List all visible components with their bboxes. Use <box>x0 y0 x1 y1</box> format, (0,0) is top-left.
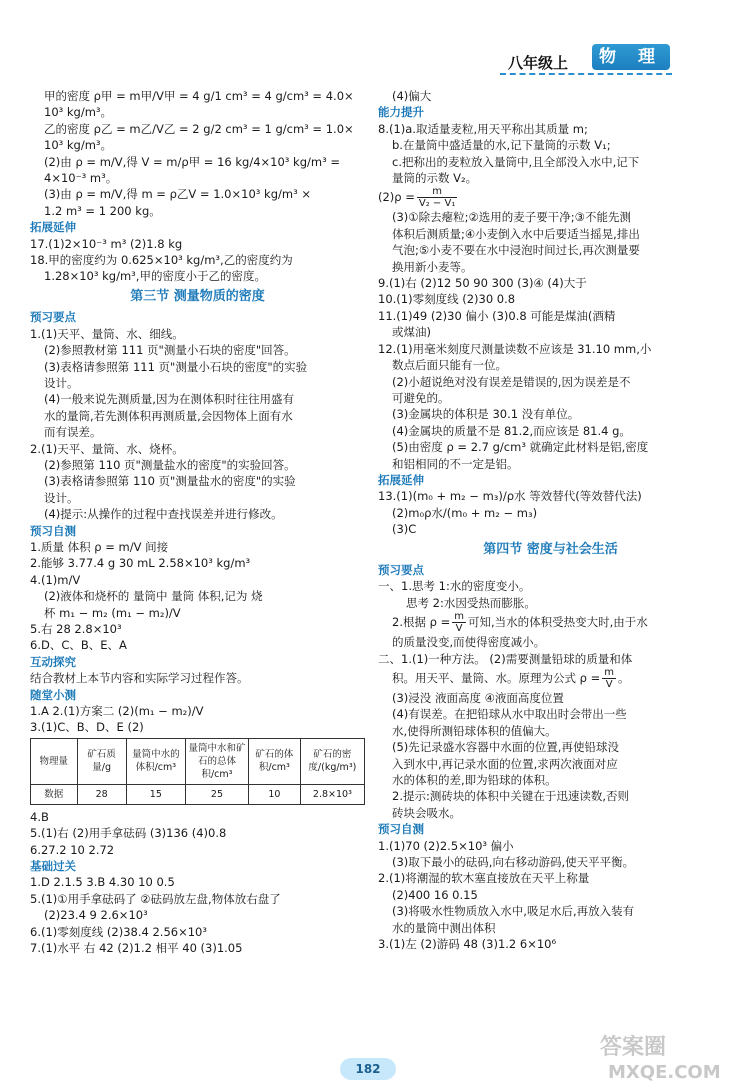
grade-label: 八年级上 <box>508 54 569 72</box>
answer-line: 1.2 m³ = 1 200 kg。 <box>44 203 161 218</box>
table-cell: 数据 <box>31 784 78 804</box>
answer-line: 12.(1)用毫米刻度尺测量读数不应该是 31.10 mm,小 <box>378 341 652 356</box>
page-number: 182 <box>340 1058 396 1080</box>
answer-line: 结合教材上本节内容和实际学习过程作答。 <box>30 671 249 686</box>
table-header-row <box>31 738 365 784</box>
answer-line: 二、1.(1)一种方法。 (2)需要测量铅球的质量和体 <box>378 651 633 666</box>
answer-line: 气泡;⑤小麦不要在水中浸泡时间过长,再次测量要 <box>392 243 640 258</box>
table-cell: 15 <box>126 784 185 804</box>
fraction-prefix: 积。用天平、量筒、水。原理为公式 ρ = <box>392 671 601 685</box>
answer-line: 体积后测质量;④小麦倒入水中后要适当摇晃,排出 <box>392 226 640 241</box>
answer-line: 4×10⁻³ m³。 <box>44 171 118 186</box>
table-row <box>31 784 365 804</box>
fraction-denominator: V <box>605 679 613 690</box>
answer-line: 1.A 2.(1)方案二 (2)(m₁ − m₂)/V <box>30 704 204 719</box>
section-heading: 拓展延伸 <box>378 472 424 487</box>
answer-line: 3.(1)左 (2)游码 48 (3)1.2 6×10⁶ <box>378 937 557 952</box>
fraction <box>602 667 616 690</box>
table-cell: 10 <box>248 784 300 804</box>
answer-line: 6.D、C、B、E、A <box>30 638 127 653</box>
answer-line: 2.(1)天平、量筒、水、烧杯。 <box>30 441 184 456</box>
answer-line: 13.(1)(m₀ + m₂ − m₃)/ρ水 等效替代(等效替代法) <box>378 489 642 504</box>
fraction-prefix: 2.根据 ρ = <box>392 615 451 630</box>
answer-line: (4)有误差。在把铅球从水中取出时会带出一些 <box>392 707 627 722</box>
table-header-cell: 矿石的体积/cm³ <box>248 738 300 784</box>
answer-line: 2.(1)将潮湿的软木塞直接放在天平上称量 <box>378 871 590 886</box>
answer-line: c.把称出的麦粒放入量筒中,且全部没入水中,记下 <box>392 154 640 169</box>
left-column <box>30 88 365 957</box>
answer-line: 量筒的示数 V₂。 <box>392 171 478 186</box>
answer-line: (3)取下最小的砝码,向右移动游码,使天平平衡。 <box>392 855 635 870</box>
answer-line: 3.(1)C、B、D、E (2) <box>30 720 144 735</box>
answer-line: 和铝相同的不一定是铝。 <box>392 456 519 471</box>
answer-line: 17.(1)2×10⁻³ m³ (2)1.8 kg <box>30 236 183 251</box>
answer-line: 5.(1)右 (2)用手拿砝码 (3)136 (4)0.8 <box>30 826 227 841</box>
ore-density-table <box>30 738 365 805</box>
answer-line: (3)表格请参照第 111 页"测量小石块的密度"的实验 <box>44 359 308 374</box>
table-cell: 28 <box>77 784 126 804</box>
answer-line: (2)液体和烧杯的 量筒中 量筒 体积,记为 烧 <box>44 589 263 604</box>
answer-line: 2.能够 3.77.4 g 30 mL 2.58×10³ kg/m³ <box>30 556 251 571</box>
answer-line: (3)表格请参照第 110 页"测量盐水的密度"的实验 <box>44 474 296 489</box>
fraction-suffix: 。 <box>618 671 630 685</box>
section-heading: 预习自测 <box>30 523 76 538</box>
answer-line-fraction <box>378 667 723 690</box>
answer-line: (2)m₀ρ水/(m₀ + m₂ − m₃) <box>392 505 538 520</box>
section-heading: 预习自测 <box>378 822 424 837</box>
answer-line: (2)参照第 110 页"测量盐水的密度"的实验回答。 <box>44 457 296 472</box>
fraction-denominator: V <box>455 623 463 635</box>
answer-line: 10.(1)零刻度线 (2)30 0.8 <box>378 292 516 307</box>
answer-line: 1.(1)天平、量筒、水、细线。 <box>30 326 184 341</box>
page-header <box>0 0 750 92</box>
answer-line: 1.D 2.1.5 3.B 4.30 10 0.5 <box>30 875 175 890</box>
answer-line: 2.提示:测砖块的体积中关键在于迅速读数,否则 <box>392 789 629 804</box>
answer-line: 9.(1)右 (2)12 50 90 300 (3)④ (4)大于 <box>378 276 587 291</box>
fraction <box>417 186 457 209</box>
answer-line: (3)将吸水性物质放入水中,吸足水后,再放入装有 <box>392 904 635 919</box>
table-header-cell: 量筒中水和矿石的总体积/cm³ <box>185 738 248 784</box>
table-header-cell: 矿石质量/g <box>77 738 126 784</box>
fraction-numerator: m <box>454 611 464 623</box>
answer-line: 8.(1)a.取适量麦粒,用天平称出其质量 m; <box>378 121 588 136</box>
answer-line: 甲的密度 ρ甲 = m甲/V甲 = 4 g/1 cm³ = 4 g/cm³ = 4.0× <box>44 89 354 103</box>
answer-line: (3)浸没 液面高度 ④液面高度位置 <box>392 691 564 705</box>
answer-line: 5.右 28 2.8×10³ <box>30 622 122 636</box>
answer-line: (2)由 ρ = m/V,得 V = m/ρ甲 = 16 kg/4×10³ kg/m³ = <box>44 154 340 169</box>
table-header-cell: 物理量 <box>31 738 78 784</box>
section-heading: 预习要点 <box>378 562 424 577</box>
answer-line: 入到水中,再记录水面的位置,求两次液面对应 <box>392 756 618 771</box>
answer-line: 一、1.思考 1:水的密度变小。 <box>378 579 531 594</box>
answer-line: 换用新小麦等。 <box>392 259 473 274</box>
header-dashed-line <box>500 73 672 75</box>
answer-line: 4.(1)m/V <box>30 572 81 587</box>
answer-line: 4.B <box>30 809 49 824</box>
answer-line: 水的量筒,若先测体积再测质量,会因物体上面有水 <box>44 408 293 423</box>
section-heading: 预习要点 <box>30 310 76 325</box>
answer-line: 砖块会吸水。 <box>392 805 461 820</box>
fraction <box>452 611 466 634</box>
answer-line: (4)偏大 <box>392 89 432 103</box>
answer-line: 1.质量 体积 ρ = m/V 间接 <box>30 539 169 554</box>
chapter-title: 第三节 测量物质的密度 <box>130 288 265 304</box>
answer-line: (2)23.4 9 2.6×10³ <box>44 908 148 923</box>
watermark-logo <box>590 1030 740 1086</box>
fraction-numerator: m <box>417 186 457 198</box>
watermark-text: MXQE.COM <box>608 1062 721 1083</box>
answer-line: 水,使得所测铅球体积的值偏大。 <box>392 723 557 738</box>
table-cell: 25 <box>185 784 248 804</box>
answer-line: 1.(1)70 (2)2.5×10³ 偏小 <box>378 838 514 853</box>
answer-line: (3)①除去瘪粒;②选用的麦子要干净;③不能先测 <box>392 210 631 225</box>
table-cell: 2.8×10³ <box>300 784 364 804</box>
answer-line-fraction <box>378 186 723 209</box>
answer-line: 数点后面只能有一位。 <box>392 358 507 373</box>
answer-line: b.在量筒中盛适量的水,记下量筒的示数 V₁; <box>392 138 611 153</box>
answer-line: 7.(1)水平 右 42 (2)1.2 相平 40 (3)1.05 <box>30 941 243 956</box>
answer-line: (5)由密度 ρ = 2.7 g/cm³ 就确定此材料是铝,密度 <box>392 440 649 455</box>
answer-line: 水的体积的差,即为铅球的体积。 <box>392 773 557 788</box>
svg-text:答案圈: 答案圈 <box>600 1035 667 1060</box>
answer-line: 18.甲的密度约为 0.625×10³ kg/m³,乙的密度约为 <box>30 253 293 268</box>
answer-line: (2)小超说绝对没有误差是错误的,因为误差是不 <box>392 374 631 389</box>
answer-line: 设计。 <box>44 490 79 505</box>
answer-line: 杯 m₁ − m₂ (m₁ − m₂)/V <box>44 605 181 620</box>
fraction-denominator: V₂ − V₁ <box>418 198 456 210</box>
fraction-numerator: m <box>604 667 614 678</box>
answer-line: 而有误差。 <box>44 425 102 440</box>
section-heading: 随堂小测 <box>30 687 76 702</box>
answer-line: (4)金属块的质量不是 81.2,而应该是 81.4 g。 <box>392 423 631 438</box>
answer-line: (3)由 ρ = m/V,得 m = ρ乙V = 1.0×10³ kg/m³ × <box>44 187 311 202</box>
answer-line: 或煤油) <box>392 325 431 340</box>
right-column <box>378 88 723 953</box>
fraction-suffix: 可知,当水的体积受热变大时,由于水 <box>467 615 648 630</box>
subject-badge: 物 理 <box>592 44 670 70</box>
section-heading: 基础过关 <box>30 859 76 874</box>
answer-line: 6.(1)零刻度线 (2)38.4 2.56×10³ <box>30 924 207 939</box>
answer-line: 乙的密度 ρ乙 = m乙/V乙 = 2 g/2 cm³ = 1 g/cm³ = 1.0× <box>44 121 354 136</box>
answer-line: (4)一般来说先测质量,因为在测体积时往往用盛有 <box>44 392 294 407</box>
answer-line: 思考 2:水因受热而膨胀。 <box>406 595 536 610</box>
answer-line: 10³ kg/m³。 <box>44 105 113 120</box>
answer-line: 1.28×10³ kg/m³,甲的密度小于乙的密度。 <box>44 269 266 284</box>
answer-line: (3)C <box>392 522 417 537</box>
answer-line: (4)提示:从操作的过程中查找误差并进行修改。 <box>44 507 283 522</box>
table-header-cell: 量筒中水的体积/cm³ <box>126 738 185 784</box>
section-heading: 互动探究 <box>30 654 76 669</box>
section-heading: 拓展延伸 <box>30 220 76 235</box>
answer-line: 6.27.2 10 2.72 <box>30 842 115 857</box>
answer-line: (3)金属块的体积是 30.1 没有单位。 <box>392 407 580 422</box>
section-heading: 能力提升 <box>378 105 424 120</box>
fraction-prefix: (2)ρ = <box>378 190 415 205</box>
table-header-cell: 矿石的密度/(kg/m³) <box>300 738 364 784</box>
answer-line: 的质量没变,而使得密度减小。 <box>392 635 546 650</box>
answer-line-fraction <box>378 611 723 634</box>
chapter-title: 第四节 密度与社会生活 <box>483 541 618 557</box>
answer-line: 水的量筒中测出体积 <box>392 920 496 935</box>
answer-line: (5)先记录盛水容器中水面的位置,再使铅球没 <box>392 740 619 755</box>
answer-line: 设计。 <box>44 375 79 390</box>
answer-line: (2)参照教材第 111 页"测量小石块的密度"回答。 <box>44 343 296 358</box>
answer-line: 10³ kg/m³。 <box>44 138 113 153</box>
answer-line: 11.(1)49 (2)30 偏小 (3)0.8 可能是煤油(酒精 <box>378 308 616 323</box>
answer-line: 5.(1)①用手拿砝码了 ②砝码放左盘,物体放右盘了 <box>30 891 281 906</box>
answer-line: 可避免的。 <box>392 390 450 405</box>
answer-line: (2)400 16 0.15 <box>392 887 478 902</box>
